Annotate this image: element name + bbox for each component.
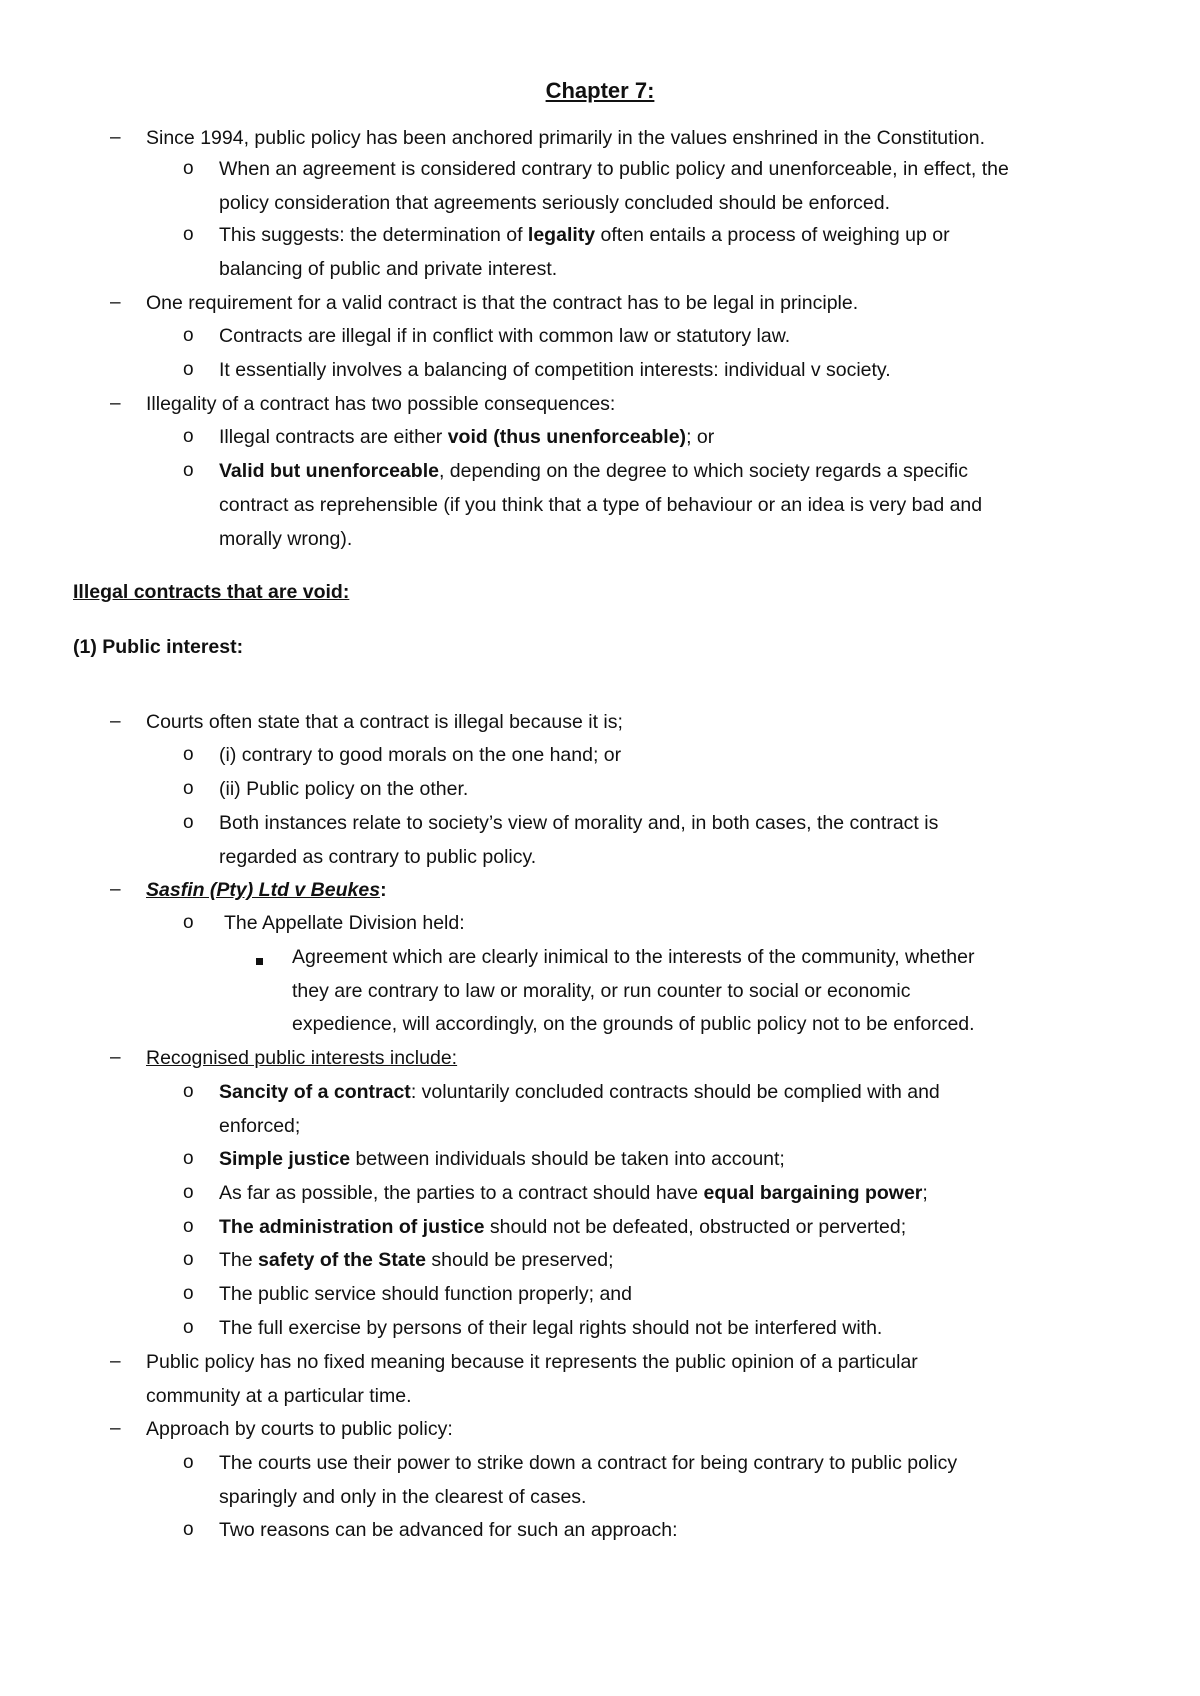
list-item: Contracts are illegal if in conflict with common law or statutory law. [219, 325, 791, 347]
list-item: Valid but unenforceable, depending on the degree to which society regards a specific [219, 460, 968, 482]
circle-bullet: o [183, 1182, 194, 1203]
list-item: Sancity of a contract: voluntarily concluded contracts should be complied with and [219, 1081, 940, 1103]
circle-bullet: o [183, 778, 194, 799]
list-item: The full exercise by persons of their legal rights should not be interfered with. [219, 1317, 883, 1339]
circle-bullet: o [183, 1283, 194, 1304]
square-bullet [256, 958, 263, 965]
circle-bullet: o [183, 1249, 194, 1270]
circle-bullet: o [183, 912, 194, 933]
case-name: Sasfin (Pty) Ltd v Beukes [146, 879, 381, 901]
circle-bullet: o [183, 744, 194, 765]
list-item-continued: policy consideration that agreements seriously concluded should be enforced. [219, 192, 890, 214]
list-item-continued: morally wrong). [219, 528, 353, 550]
bold-term: equal bargaining power [703, 1182, 923, 1204]
circle-bullet: o [183, 1216, 194, 1237]
dash-bullet: – [110, 879, 121, 900]
list-item: Both instances relate to society’s view of morality and, in both cases, the contract is [219, 812, 939, 834]
list-item: (ii) Public policy on the other. [219, 778, 469, 800]
list-item: It essentially involves a balancing of competition interests: individual v society. [219, 359, 891, 381]
dash-bullet: – [110, 1351, 121, 1372]
list-item-continued: contract as reprehensible (if you think that a type of behaviour or an idea is very bad and [219, 494, 983, 516]
list-item: The administration of justice should not be defeated, obstructed or perverted; [219, 1216, 907, 1238]
dash-bullet: – [110, 1047, 121, 1068]
list-item: The public service should function properly; and [219, 1283, 632, 1305]
list-item-continued: they are contrary to law or morality, or run counter to social or economic [292, 980, 911, 1002]
dash-bullet: – [110, 127, 121, 148]
list-item: The Appellate Division held: [224, 912, 465, 934]
list-item-continued: balancing of public and private interest. [219, 258, 558, 280]
list-item-continued: community at a particular time. [146, 1385, 412, 1407]
bold-term: safety of the State [258, 1249, 426, 1271]
list-item: Illegal contracts are either void (thus unenforceable); or [219, 426, 715, 448]
circle-bullet: o [183, 1452, 194, 1473]
page-title: Chapter 7: [545, 78, 655, 103]
circle-bullet: o [183, 359, 194, 380]
list-item: As far as possible, the parties to a contract should have equal bargaining power; [219, 1182, 928, 1204]
circle-bullet: o [183, 325, 194, 346]
circle-bullet: o [183, 1081, 194, 1102]
list-item: Illegality of a contract has two possible consequences: [146, 393, 616, 415]
bold-term: Sancity of a contract [219, 1081, 411, 1103]
list-item: The safety of the State should be preserved; [219, 1249, 614, 1271]
bold-term: Valid but unenforceable [219, 460, 439, 482]
bold-term: legality [527, 224, 596, 246]
list-item: Recognised public interests include: [146, 1047, 458, 1069]
list-item: Since 1994, public policy has been anchored primarily in the values enshrined in the Constitution. [146, 127, 986, 149]
list-item: This suggests: the determination of legality often entails a process of weighing up or [219, 224, 950, 246]
list-item: (i) contrary to good morals on the one hand; or [219, 744, 622, 766]
bold-term: Simple justice [219, 1148, 351, 1170]
circle-bullet: o [183, 812, 194, 833]
list-item-continued: regarded as contrary to public policy. [219, 846, 537, 868]
circle-bullet: o [183, 1148, 194, 1169]
list-item: Sasfin (Pty) Ltd v Beukes: [146, 879, 387, 901]
sub-heading: (1) Public interest: [73, 636, 244, 658]
list-item-continued: sparingly and only in the clearest of cases. [219, 1486, 587, 1508]
list-item-continued: enforced; [219, 1115, 301, 1137]
circle-bullet: o [183, 1317, 194, 1338]
section-heading: Illegal contracts that are void: [73, 581, 350, 603]
circle-bullet: o [183, 158, 194, 179]
list-item: Courts often state that a contract is illegal because it is; [146, 711, 623, 733]
list-item: Public policy has no fixed meaning because it represents the public opinion of a particular [146, 1351, 918, 1373]
list-item: When an agreement is considered contrary to public policy and unenforceable, in effect, the [219, 158, 1009, 180]
list-item: Agreement which are clearly inimical to the interests of the community, whether [292, 946, 975, 968]
circle-bullet: o [183, 426, 194, 447]
circle-bullet: o [183, 460, 194, 481]
list-item: One requirement for a valid contract is that the contract has to be legal in principle. [146, 292, 859, 314]
bold-term: The administration of justice [219, 1216, 485, 1238]
dash-bullet: – [110, 292, 121, 313]
list-item-continued: expedience, will accordingly, on the grounds of public policy not to be enforced. [292, 1013, 975, 1035]
dash-bullet: – [110, 393, 121, 414]
circle-bullet: o [183, 224, 194, 245]
list-item: The courts use their power to strike down a contract for being contrary to public policy [219, 1452, 958, 1474]
circle-bullet: o [183, 1519, 194, 1540]
list-item: Simple justice between individuals should be taken into account; [219, 1148, 785, 1170]
list-item: Two reasons can be advanced for such an approach: [219, 1519, 678, 1541]
dash-bullet: – [110, 711, 121, 732]
bold-term: void (thus unenforceable) [447, 426, 687, 448]
dash-bullet: – [110, 1418, 121, 1439]
list-item: Approach by courts to public policy: [146, 1418, 453, 1440]
